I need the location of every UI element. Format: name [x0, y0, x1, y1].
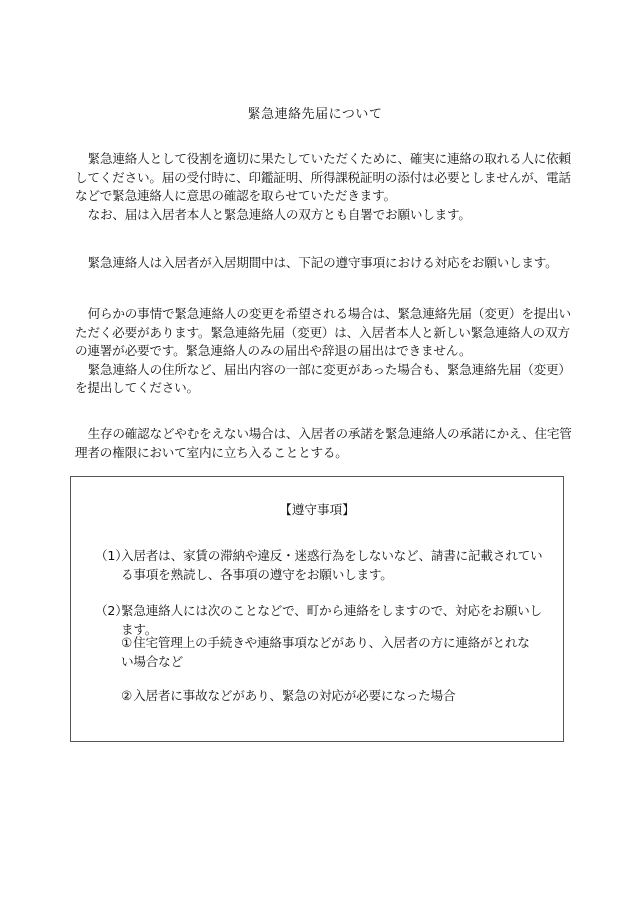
compliance-subitem	[121, 687, 539, 706]
paragraph-contact-role	[75, 150, 577, 224]
compliance-subitem	[121, 634, 539, 671]
paragraph-line: 緊急連絡人として役割を適切に果たしていただくために、確実に連絡の取れる人に依頼してください。届の受付時に、印鑑証明、所得課税証明の添付は必要としませんが、電話などで緊急連絡人に意思の確認を取らせていただきます。	[75, 151, 571, 203]
compliance-heading: 【遵守事項】	[279, 502, 355, 517]
item-text: 緊急連絡人には次のことなどで、町から連絡をしますので、対応をお願いします。	[121, 603, 542, 637]
paragraph-line: 何らかの事情で緊急連絡人の変更を希望される場合は、緊急連絡先届（変更）を提出いただく必要があります。緊急連絡先届（変更）は、入居者本人と新しい緊急連絡人の双方の連署が必要です。緊急連絡人のみの届出や辞退の届出はできません。	[75, 306, 571, 358]
subitem-text: 住宅管理上の手続きや連絡事項などがあり、入居者の方に連絡がとれない場合など	[121, 635, 530, 669]
paragraph-line: 緊急連絡人は入居者が入居期間中は、下記の遵守事項における対応をお願いします。	[87, 255, 558, 270]
item-number: （1）	[95, 548, 128, 563]
paragraph-entry-authority	[75, 425, 577, 462]
paragraph-change-procedure	[75, 305, 577, 398]
subitem-mark: ①	[121, 635, 133, 650]
paragraph-line: 生存の確認などやむをえない場合は、入居者の承諾を緊急連絡人の承諾にかえ、住宅管理者の権限において室内に立ち入ることとする。	[75, 426, 572, 460]
compliance-box	[70, 476, 564, 742]
subitem-mark: ②	[121, 688, 133, 703]
document-title: 緊急連絡先届について	[247, 107, 383, 122]
subitem-text: 入居者に事故などがあり、緊急の対応が必要になった場合	[133, 688, 456, 703]
paragraph-line: 緊急連絡人の住所など、届出内容の一部に変更があった場合も、緊急連絡先届（変更）を提出してください。	[75, 361, 571, 395]
paragraph-line: なお、届は入居者本人と緊急連絡人の双方とも自署でお願いします。	[87, 206, 471, 222]
paragraph-contact-duty	[75, 254, 577, 273]
item-text: 入居者は、家賃の滞納や違反・迷惑行為をしないなど、請書に記載されている事項を熟読し、各事項の遵守をお願いします。	[121, 548, 543, 582]
item-number: （2）	[95, 603, 128, 618]
compliance-item	[95, 547, 545, 584]
